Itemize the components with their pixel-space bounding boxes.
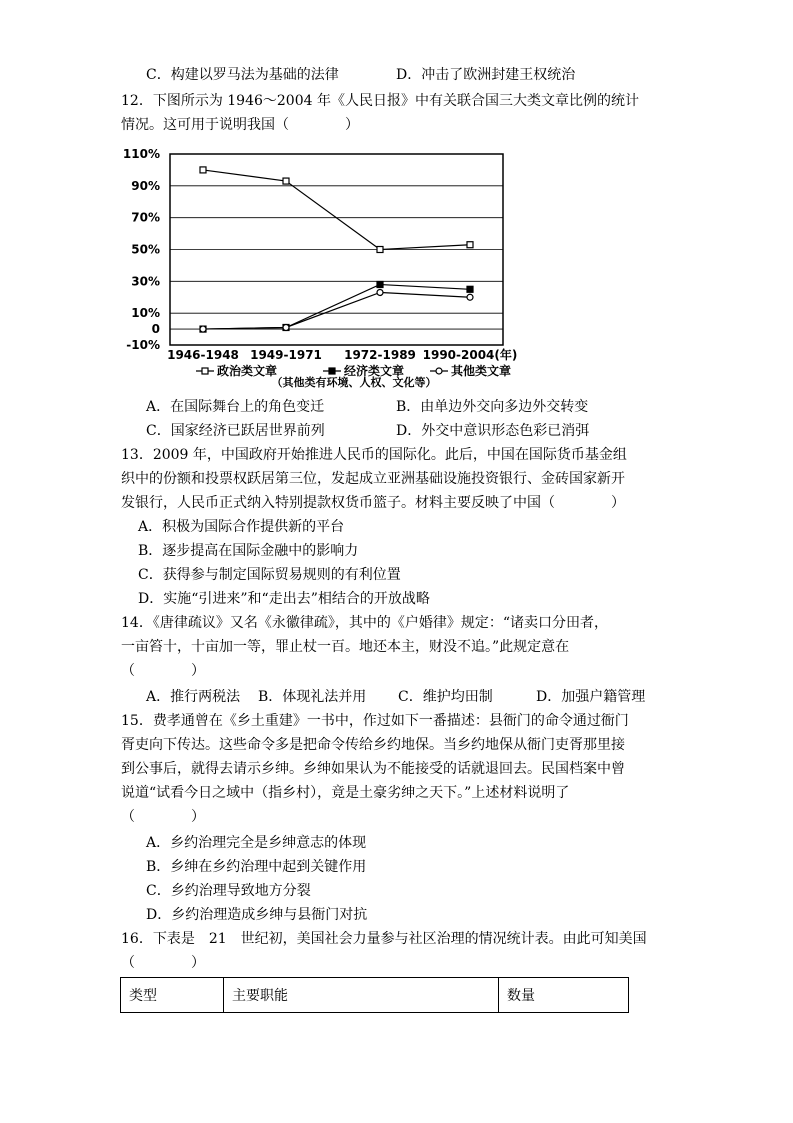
q14-stem-line1: 14．《唐律疏议》又名《永徽律疏》，其中的《户婚律》规定：“诸卖口分田者，	[121, 615, 608, 631]
x-tick-label: 1972-1989	[344, 348, 416, 362]
y-tick-label: 30%	[131, 274, 160, 289]
table-header-count: 数量	[499, 978, 629, 1013]
q14-option-d: D．加强户籍管理	[536, 689, 646, 705]
data-point	[283, 178, 289, 184]
y-tick-label: 90%	[131, 178, 160, 193]
legend-label: 经济类文章	[344, 364, 405, 378]
y-tick-label: -10%	[126, 338, 160, 352]
data-point	[283, 324, 289, 330]
q13-stem-line1: 13．2009 年，中国政府开始推进人民币的国际化。此后，中国在国际货币基金组	[121, 447, 627, 463]
q15-option-b: B．乡绅在乡约治理中起到关键作用	[146, 859, 367, 875]
q15-stem-line3: 到公事后，就得去请示乡绅。乡绅如果认为不能接受的话就退回去。民国档案中曾	[121, 761, 625, 777]
y-tick-label: 110%	[122, 147, 160, 161]
q15-option-d: D．乡约治理造成乡绅与县衙门对抗	[146, 907, 368, 923]
q16-table	[120, 977, 629, 1013]
data-point	[377, 282, 383, 288]
q14-stem-line2: 一亩笞十，十亩加一等，罪止杖一百。地还本主，财没不追。”此规定意在	[121, 639, 570, 655]
x-tick-label: 1946-1948	[167, 348, 239, 362]
legend-label: 其他类文章	[451, 364, 512, 378]
q16-stem-line2: （ ）	[121, 955, 205, 971]
q15-stem-line4: 说道“试看今日之域中（指乡村），竟是土豪劣绅之天下。”上述材料说明了	[121, 785, 570, 801]
q15-stem-line5: （ ）	[121, 809, 205, 825]
q11-options	[146, 66, 575, 84]
table-header-function: 主要职能	[224, 978, 499, 1013]
q15-option-a: A．乡约治理完全是乡绅意志的体现	[146, 835, 367, 851]
q15-stem-line1: 15．费孝通曾在《乡土重建》一书中，作过如下一番描述：县衙门的命令通过衙门	[121, 713, 629, 729]
q13-stem-line2: 织中的份额和投票权跃居第三位，发起成立亚洲基础设施投资银行、金砖国家新开	[121, 471, 625, 487]
legend-marker	[436, 368, 442, 374]
y-tick-label: 0	[151, 322, 160, 337]
data-point	[200, 167, 206, 173]
q13-stem-line3: 发银行，人民币正式纳入特别提款权货币篮子。材料主要反映了中国（ ）	[121, 495, 625, 511]
q12-stem-line1: 12．下图所示为 1946～2004 年《人民日报》中有关联合国三大类文章比例的统计	[121, 93, 639, 109]
x-tick-label: 1949-1971	[250, 348, 322, 362]
table-header-type: 类型	[121, 978, 224, 1013]
legend-marker	[202, 368, 208, 374]
q14-option-b: B．体现礼法并用	[258, 689, 367, 705]
q13-option-a: A．积极为国际合作提供新的平台	[138, 519, 345, 535]
q12-options-ab	[146, 398, 588, 416]
q14-option-c: C．维护均田制	[398, 689, 493, 705]
q12-option-c: C．国家经济已跃居世界前列	[146, 423, 325, 439]
q14-option-a: A．推行两税法	[146, 689, 241, 705]
x-tick-label: 1990-2004(年)	[422, 348, 518, 362]
data-point	[467, 242, 473, 248]
q15-stem-line2: 胥吏向下传达。这些命令多是把命令传给乡约地保。当乡约地保从衙门吏胥那里接	[121, 737, 625, 753]
data-point	[200, 326, 206, 332]
q12-options-cd	[146, 422, 589, 440]
y-tick-label: 70%	[131, 210, 160, 225]
q15-option-c: C．乡约治理导致地方分裂	[146, 883, 311, 899]
legend-marker	[329, 368, 335, 374]
q12-option-d: D．外交中意识形态色彩已消弭	[396, 423, 590, 439]
data-point	[377, 289, 383, 295]
q12-stem-line2: 情况。这可用于说明我国（ ）	[121, 117, 359, 133]
legend-label: 政治类文章	[217, 364, 278, 378]
y-tick-label: 10%	[131, 306, 160, 321]
legend-note: （其他类有环境、人权、文化等）	[271, 376, 437, 389]
q12-option-a: A．在国际舞台上的角色变迁	[146, 399, 325, 415]
legend-item	[430, 363, 511, 378]
q16-stem-line1: 16．下表是 21 世纪初，美国社会力量参与社区治理的情况统计表。由此可知美国	[121, 931, 647, 947]
legend-item	[196, 363, 277, 378]
q11-option-c: C．构建以罗马法为基础的法律	[146, 67, 339, 83]
y-tick-label: 50%	[131, 242, 160, 257]
table-header-row	[121, 978, 629, 1013]
q12-option-b: B．由单边外交向多边外交转变	[396, 399, 589, 415]
q13-option-b: B．逐步提高在国际金融中的影响力	[138, 543, 359, 559]
data-point	[467, 294, 473, 300]
q14-stem-line3: （ ）	[121, 663, 205, 679]
q14-options	[146, 688, 645, 706]
data-point	[377, 247, 383, 253]
q11-option-d: D．冲击了欧洲封建王权统治	[396, 67, 576, 83]
data-point	[467, 286, 473, 292]
q13-option-d: D．实施“引进来”和“走出去”相结合的开放战略	[138, 591, 430, 607]
q13-option-c: C．获得参与制定国际贸易规则的有利位置	[138, 567, 401, 583]
q12-line-chart	[118, 144, 518, 392]
